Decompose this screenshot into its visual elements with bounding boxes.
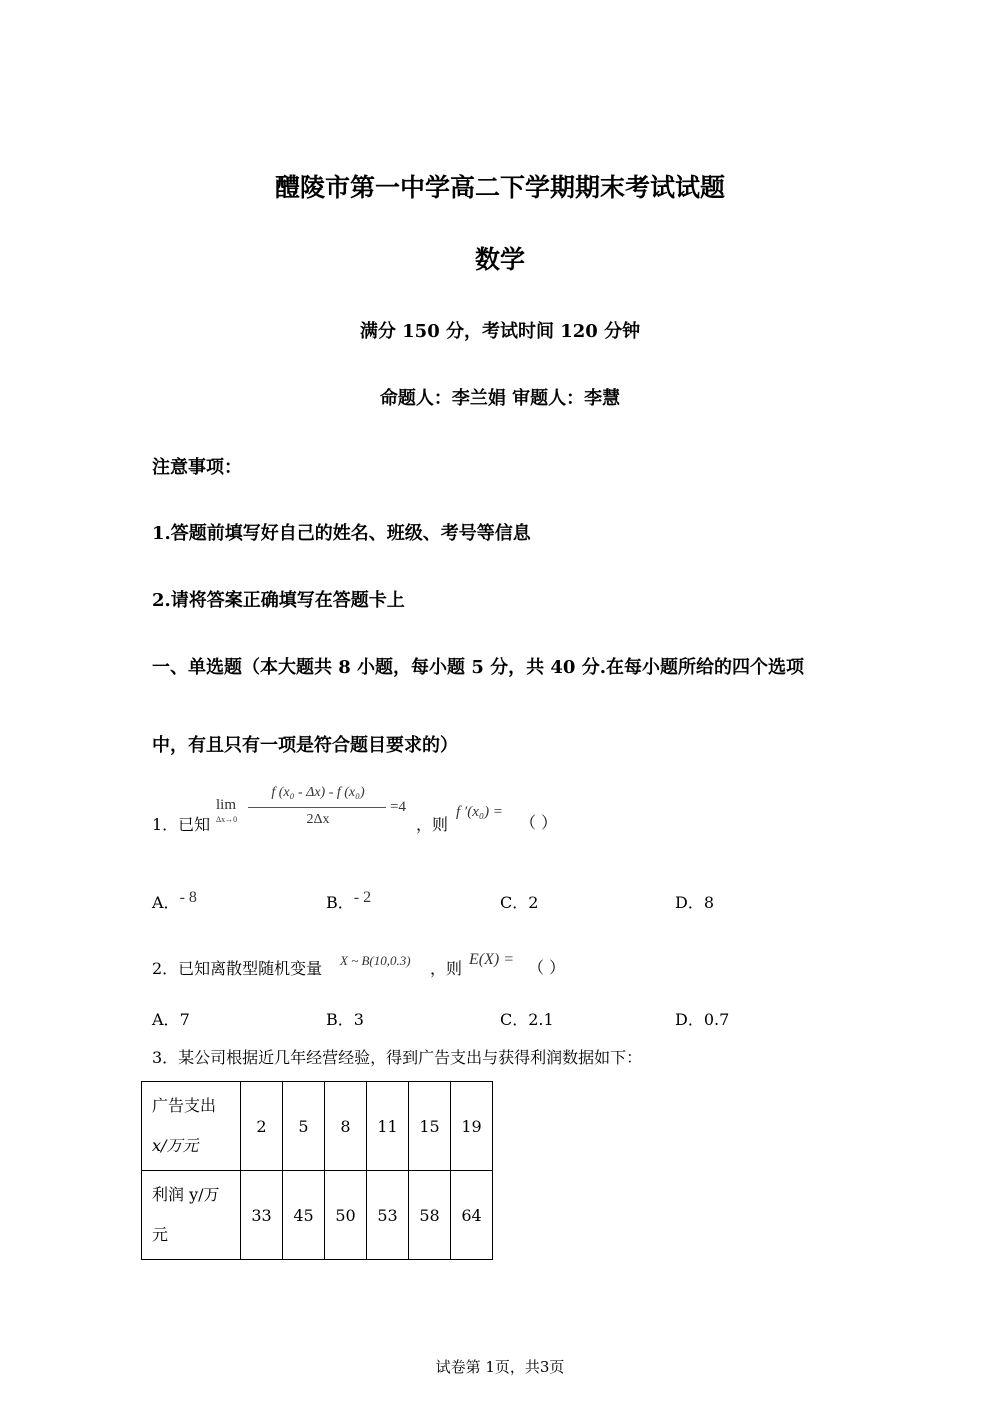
q2-option-a-label: A． bbox=[152, 1010, 180, 1029]
q1-option-d-value: 8 bbox=[703, 893, 715, 912]
q2-expr2: E(X) = bbox=[469, 951, 514, 968]
q1-denominator: 2Δx bbox=[306, 812, 330, 827]
q1-option-a-label: A． bbox=[152, 893, 180, 912]
q3-text: 3．某公司根据近几年经营经验，得到广告支出与获得利润数据如下： bbox=[152, 1048, 643, 1067]
row-label-line: 利润 y/万 bbox=[152, 1185, 220, 1204]
q1-option-d-label: D． bbox=[675, 893, 704, 912]
q2-option-c-value: 2.1 bbox=[528, 1010, 554, 1029]
exam-info: 满分 150 分，考试时间 120 分钟 bbox=[359, 321, 641, 342]
table-cell: 8 bbox=[325, 1082, 367, 1171]
q1-option-c-label: C． bbox=[500, 893, 529, 912]
section1-heading-line1: 一、单选题（本大题共 8 小题，每小题 5 分，共 40 分.在每小题所给的四个选项 bbox=[152, 657, 804, 678]
q1-prefix: 1．已知 bbox=[152, 815, 211, 834]
row-label-line: 广告支出 bbox=[152, 1096, 217, 1115]
q1-mid: ，则 bbox=[416, 815, 449, 834]
table-row-ad-spend bbox=[142, 1082, 493, 1171]
table-cell: 15 bbox=[409, 1082, 451, 1171]
page-footer: 试卷第 1页，共3页 bbox=[435, 1358, 565, 1376]
q1-lim-sub: Δx→0 bbox=[216, 815, 238, 824]
q2-prefix: 2．已知离散型随机变量 bbox=[152, 959, 323, 978]
table-row-label bbox=[142, 1082, 241, 1171]
table-cell: 53 bbox=[367, 1171, 409, 1260]
q2-option-a-value: 7 bbox=[179, 1010, 190, 1029]
q1-lim: lim bbox=[216, 797, 237, 813]
q1-answer-blank: （ ） bbox=[520, 813, 558, 832]
q2-option-b-value: 3 bbox=[353, 1010, 364, 1029]
section1-heading-line2: 中，有且只有一项是符合题目要求的） bbox=[152, 735, 458, 756]
q1-option-b-value: - 2 bbox=[353, 889, 372, 906]
exam-authors: 命题人：李兰娟 审题人：李慧 bbox=[379, 388, 621, 409]
q2-mid: ，则 bbox=[430, 959, 463, 978]
table-cell: 5 bbox=[283, 1082, 325, 1171]
q1-expr: f ′(x₀) = bbox=[456, 804, 503, 820]
q2-option-d-value: 0.7 bbox=[703, 1010, 730, 1029]
q1-equals: =4 bbox=[390, 799, 406, 815]
q2-option-c-label: C． bbox=[500, 1010, 529, 1029]
exam-subject: 数学 bbox=[474, 245, 525, 274]
note-item-2: 2.请将答案正确填写在答题卡上 bbox=[152, 590, 405, 611]
q1-option-a-value: - 8 bbox=[179, 889, 197, 906]
table-cell: 64 bbox=[451, 1171, 493, 1260]
q2-option-b-label: B． bbox=[326, 1010, 354, 1029]
q1-option-b-label: B． bbox=[326, 893, 354, 912]
table-cell: 19 bbox=[451, 1082, 493, 1171]
q2-option-d-label: D． bbox=[675, 1010, 704, 1029]
table-row-label bbox=[142, 1171, 241, 1260]
note-item-1: 1.答题前填写好自己的姓名、班级、考号等信息 bbox=[152, 523, 531, 544]
q1-numerator: f (x₀ - Δx) - f (x₀) bbox=[271, 785, 365, 800]
table-cell: 58 bbox=[409, 1171, 451, 1260]
table-row-profit bbox=[142, 1171, 493, 1260]
data-table bbox=[141, 1081, 493, 1260]
table-cell: 33 bbox=[241, 1171, 283, 1260]
exam-title: 醴陵市第一中学高二下学期期末考试试题 bbox=[274, 173, 725, 202]
table-cell: 45 bbox=[283, 1171, 325, 1260]
row-label-line: 元 bbox=[152, 1225, 169, 1244]
notes-heading: 注意事项： bbox=[152, 457, 242, 478]
table-cell: 50 bbox=[325, 1171, 367, 1260]
q2-answer-blank: （ ） bbox=[528, 958, 566, 977]
q1-option-c-value: 2 bbox=[528, 893, 539, 912]
table-cell: 11 bbox=[367, 1082, 409, 1171]
table-cell: 2 bbox=[241, 1082, 283, 1171]
q1-fraction-bar bbox=[248, 807, 386, 808]
q2-expr1: X ~ B(10,0.3) bbox=[340, 953, 411, 968]
row-label-line: x/万元 bbox=[152, 1136, 199, 1155]
